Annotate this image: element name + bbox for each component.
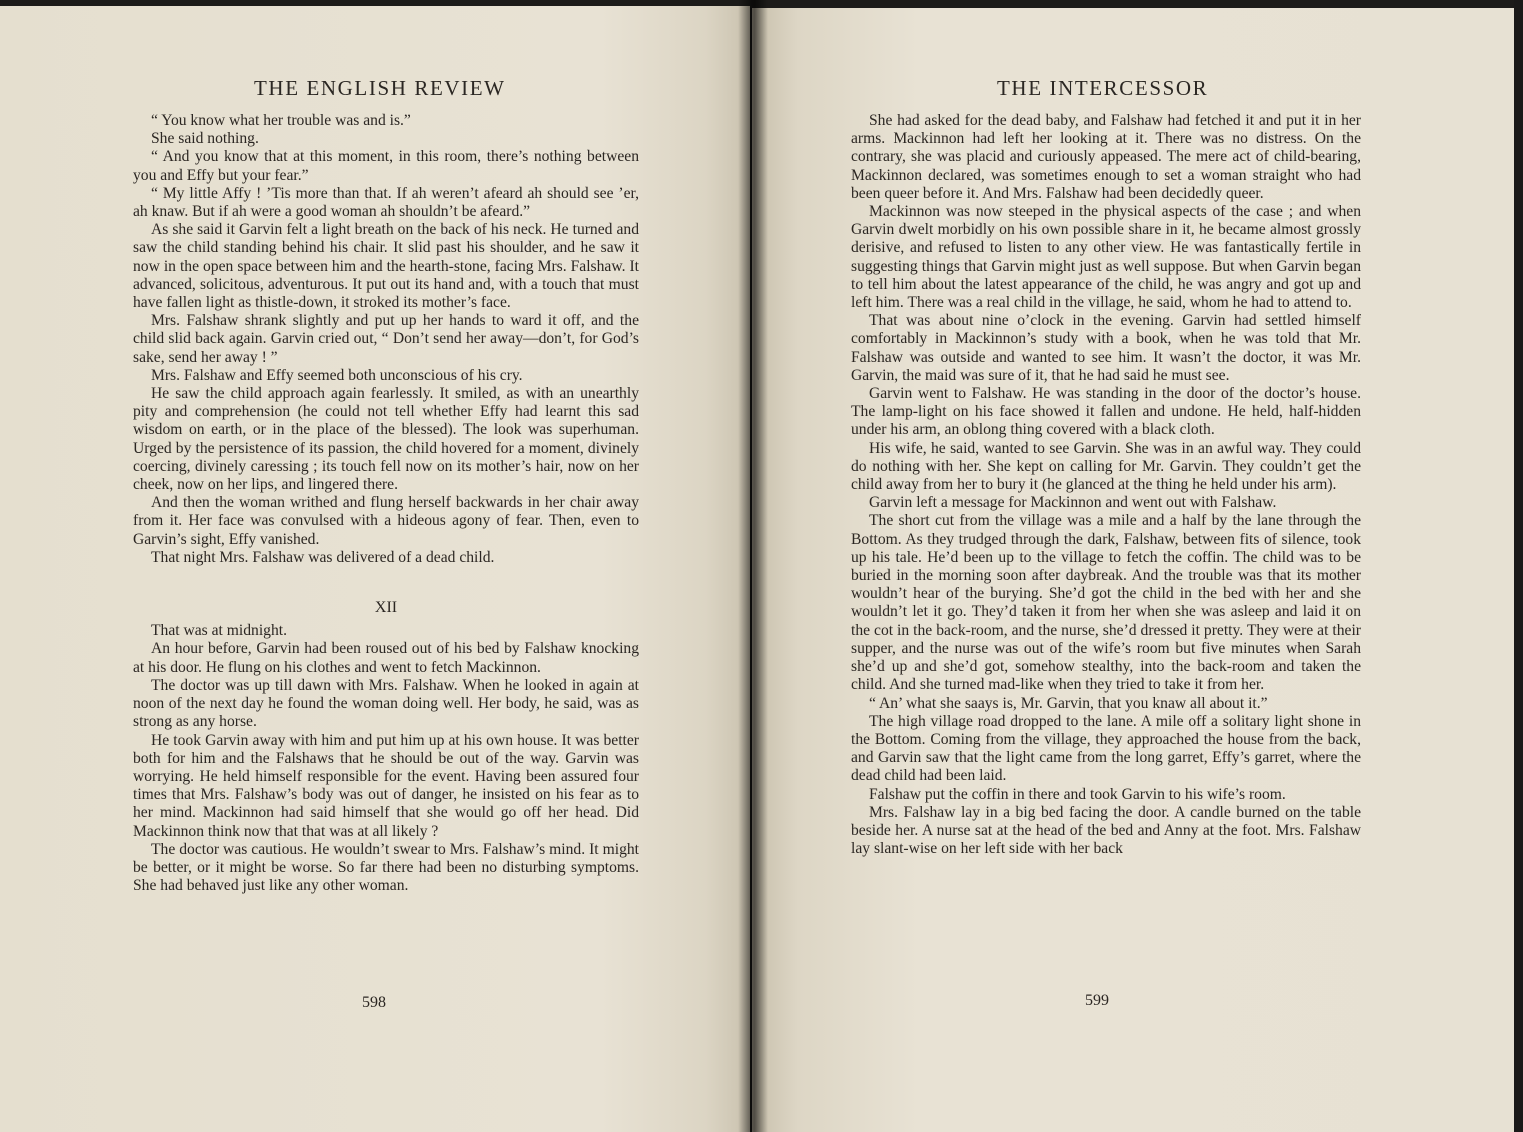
paragraph: He took Garvin away with him and put him up at his own house. It was better both for him and the Falshaws that he should be out of the way. Garvin was worrying. He held himself responsible for the event. Having been assured four times that Mrs. Falshaw’s body was out of danger, he insisted on his fear as to her mind. Mackinnon had said himself that she would go off her head. Did Mackinnon think now that that was at all likely ?	[133, 731, 639, 840]
paragraph: She said nothing.	[151, 130, 259, 148]
paragraph: Garvin went to Falshaw. He was standing in the door of the doctor’s house. The lamp-light on his face showed it fallen and undone. He held, half-hidden under his arm, an oblong thing covered with a black cloth.	[851, 385, 1361, 439]
page-edge	[1514, 0, 1523, 1132]
paragraph: Falshaw put the coffin in there and took Garvin to his wife’s room.	[869, 785, 1286, 803]
paragraph: Mrs. Falshaw lay in a big bed facing the door. A candle burned on the table beside her. A nurse sat at the head of the bed and Anny at the foot. Mrs. Falshaw lay slant-wise on her left side with her back	[851, 803, 1361, 858]
paragraph: The doctor was cautious. He wouldn’t swear to Mrs. Falshaw’s mind. It might be better, or it might be worse. So far there had been no disturbing symptoms. She had behaved just like any other woman.	[133, 840, 639, 895]
paragraph: He saw the child approach again fearlessly. It smiled, as with an unearthly pity and comprehension (he could not tell whether Effy had learnt this sad wisdom on earth, or in the place of the blessed). The look was superhuman. Urged by the persistence of its passion, the child hovered for a moment, divinely coercing, divinely caressing ; its touch fell now on its mother’s hair, now on her cheek, now on her lips, and lingered there.	[133, 385, 639, 494]
paragraph: “ My little Affy ! ’Tis more than that. If ah weren’t afeard ah should see ’er, ah knaw. But if ah were a good woman ah shouldn’t be afeard.”	[133, 184, 639, 221]
section-number: XII	[374, 599, 398, 617]
paragraph: Mrs. Falshaw and Effy seemed both unconscious of his cry.	[151, 366, 523, 384]
paragraph: That was at midnight.	[151, 622, 287, 640]
paragraph: Garvin left a message for Mackinnon and went out with Falshaw.	[869, 494, 1277, 512]
paragraph: As she said it Garvin felt a light breath on the back of his neck. He turned and saw the child standing behind his chair. It slid past his shoulder, and he saw it now in the open space between him and the hearth-stone, facing Mrs. Falshaw. It advanced, solicitous, adventurous. It put out its hand and, with a touch that must have fallen light as thistle-down, it stroked its mother’s face.	[133, 221, 639, 312]
running-head-right: THE INTERCESSOR	[997, 76, 1209, 100]
paragraph: “ You know what her trouble was and is.”	[151, 112, 411, 129]
left-page	[0, 6, 750, 1132]
right-page-body	[851, 112, 1361, 858]
right-paragraphs	[851, 112, 1361, 858]
paragraph: His wife, he said, wanted to see Garvin. She was in an awful way. They could do nothing with her. She kept on calling for Mr. Garvin. They couldn’t get the child away from her to bury it (he glanced at the thing he held under his arm).	[851, 439, 1361, 494]
paragraph: The doctor was up till dawn with Mrs. Falshaw. When he looked in again at noon of the next day he found the woman doing well. Her body, he said, was as strong as any horse.	[133, 676, 639, 731]
paragraph: And then the woman writhed and flung herself backwards in her chair away from it. Her face was convulsed with a hideous agony of fear. Then, even to Garvin’s sight, Effy vanished.	[133, 494, 639, 548]
paragraph: That night Mrs. Falshaw was delivered of a dead child.	[151, 548, 495, 566]
paragraph: Mrs. Falshaw shrank slightly and put up her hands to ward it off, and the child slid back again. Garvin cried out, “ Don’t send her away—don’t, for God’s sake, send her away ! ”	[133, 312, 639, 366]
paragraph: The high village road dropped to the lane. A mile off a solitary light shone in the Bottom. Coming from the village, they approached the house from the back, and Garvin saw that the light came from the long garret, Effy’s garret, where the dead child had been laid.	[851, 712, 1361, 785]
left-page-body	[133, 112, 639, 895]
paragraph: The short cut from the village was a mile and a half by the lane through the Bottom. As they trudged through the dark, Falshaw, between fits of silence, took up his tale. He’d been up to the village to fetch the coffin. The child was to be buried in the morning soon after daybreak. And the trouble was that its mother wouldn’t hear of the burying. She’d got the child in the bed with her and she wouldn’t let it go. They’d taken it from her when she was asleep and laid it on the cot in the back-room, and the nurse, she’d dressed it pretty. They were at their supper, and the nurse was out of the wife’s room but five minutes when Sarah she’d up and she’d got, somehow stealthy, into the back-room and taken the child. And she turned mad-like when they tried to take it from her.	[851, 512, 1361, 694]
paragraph: Mackinnon was now steeped in the physical aspects of the case ; and when Garvin dwelt morbidly on his own possible share in it, he became almost grossly derisive, and refused to listen to any other view. He was fantastically fertile in suggesting things that Garvin might just as well suppose. But when Garvin began to tell him about the latest appearance of the child, he was angry and got up and left him. There was a real child in the village, he said, whom he had to attend to.	[851, 203, 1361, 312]
running-head-left: THE ENGLISH REVIEW	[254, 76, 506, 100]
page-number-right: 599	[1085, 992, 1109, 1009]
paragraph: She had asked for the dead baby, and Falshaw had fetched it and put it in her arms. Mackinnon had left her looking at it. There was no distress. On the contrary, she was placid and curiously appeased. The mere act of child-bearing, Mackinnon declared, was sometimes enough to set a woman straight who had been queer before it. And Mrs. Falshaw had been decidedly queer.	[851, 112, 1361, 202]
paragraphs-before-section	[133, 112, 639, 567]
paragraph: That was about nine o’clock in the evening. Garvin had settled himself comfortably in Mackinnon’s study with a book, when he was told that Mr. Falshaw was outside and wanted to see him. It wasn’t the doctor, it was Mr. Garvin, the maid was sure of it, that he had said he must see.	[851, 312, 1361, 384]
right-page	[752, 8, 1514, 1132]
paragraph: An hour before, Garvin had been roused out of his bed by Falshaw knocking at his door. He flung on his clothes and went to fetch Mackinnon.	[133, 640, 639, 676]
book-gutter	[738, 0, 768, 1132]
page-number-left: 598	[362, 994, 386, 1011]
paragraphs-after-section	[133, 622, 639, 895]
paragraph: “ An’ what she saays is, Mr. Garvin, that you knaw all about it.”	[869, 694, 1268, 712]
paragraph: “ And you know that at this moment, in this room, there’s nothing between you and Effy but your fear.”	[133, 148, 639, 184]
